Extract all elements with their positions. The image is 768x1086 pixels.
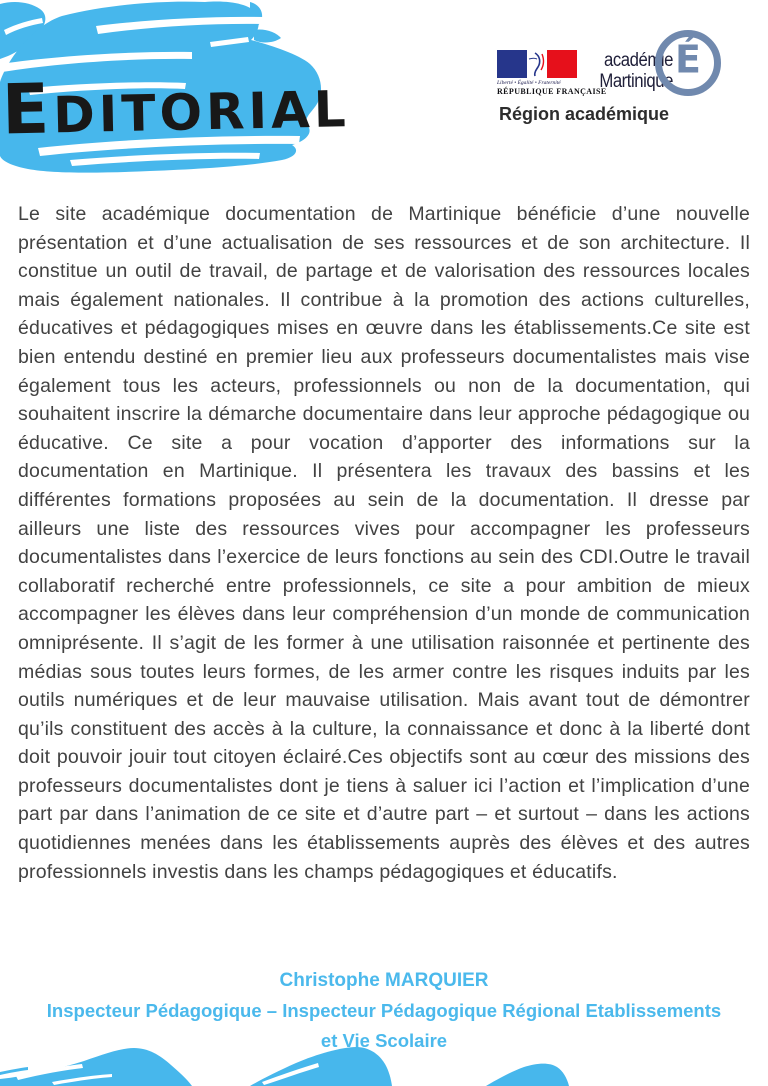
page-title: EDITORIAL	[1, 69, 351, 151]
academie-emblem-icon	[655, 30, 721, 96]
republique-name: RÉPUBLIQUE FRANÇAISE	[497, 87, 607, 96]
signature-role-line2: et Vie Scolaire	[320, 1030, 448, 1051]
academie-wordmark-line1: académie	[604, 50, 673, 71]
french-flag-marianne-icon	[497, 50, 577, 78]
logo-group	[497, 28, 742, 128]
emblem-letter: É	[675, 37, 701, 82]
academie-wordmark-line2: Martinique	[599, 71, 673, 92]
editorial-paragraph: Le site académique documentation de Martinique bénéficie d’une nouvelle présentation et d’une actualisation de ses ressources et de son architecture. Il constitue un outil de travail, de partage et de valorisation des ressources locales mais également nationales. Il contribue à la promotion des actions culturelles, éducatives et pédagogiques mises en œuvre dans les établissements.Ce site est bien entendu destiné en premier lieu aux professeurs documentalistes mais vise également tous les acteurs, professionnels ou non de la documentation, qui souhaitent inscrire la démarche documentaire dans leur approche pédagogique ou éducative. Ce site a pour vocation d’apporter des informations sur la documentation en Martinique. Il présentera les travaux des bassins et les différentes formations proposées au sein de la documentation. Il dresse par ailleurs une liste des ressources vives pour accompagner les professeurs documentalistes dans l’exercice de leurs fonctions au sein des CDI.Outre le travail collaboratif recherché entre professionnels, ce site a pour ambition de mieux accompagner les élèves dans leur compréhension d’un monde de communication omniprésente. Il s’agit de les former à une utilisation raisonnée et pertinente des médias sous toutes leurs formes, de les armer contre les risques induits par les outils numériques et de leur mauvaise utilisation. Mais avant tout de démontrer qu’ils constituent des accès à la culture, la connaissance et donc à la liberté dont doit pouvoir jouir tout citoyen éclairé.Ces objectifs sont au cœur des missions des professeurs documentalistes dont je tiens à saluer ici l’action et l’implication d’une part par dans l’animation de ce site et d’autre part – et surtout – dans les actions quotidiennes menées dans les établissements auprès des élèves et des autres professionnels investis dans les champs pédagogiques et éducatifs.	[18, 203, 750, 883]
republique-francaise-logo	[497, 50, 607, 96]
signature-block	[0, 966, 768, 1056]
signature-name: Christophe MARQUIER	[279, 970, 489, 991]
republique-motto: Liberté • Égalité • Fraternité	[497, 80, 561, 86]
signature-role-line1: Inspecteur Pédagogique – Inspecteur Pédagogique Régional Etablissements	[46, 1000, 722, 1021]
region-academique-label: Région académique	[499, 104, 670, 124]
